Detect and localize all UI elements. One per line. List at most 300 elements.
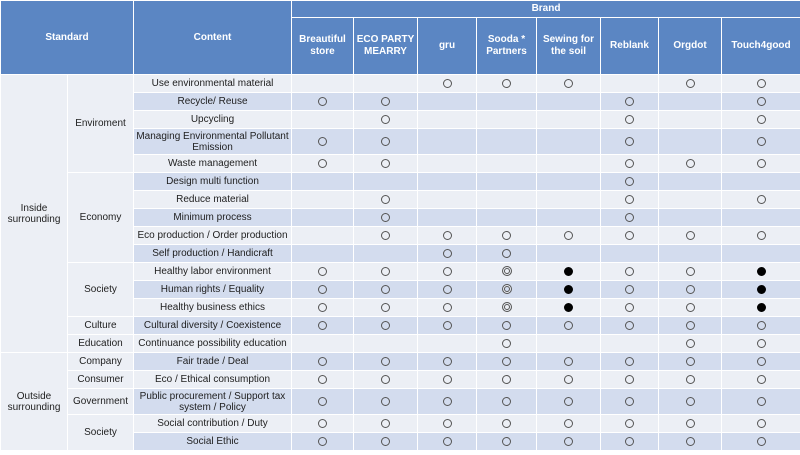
mark-cell: [354, 263, 418, 281]
category-cell: Education: [68, 335, 134, 353]
mark-cell: [354, 173, 418, 191]
circle-mark-icon: [502, 375, 511, 384]
mark-cell: [722, 173, 800, 191]
content-cell: Minimum process: [134, 209, 292, 227]
category-cell: Enviroment: [68, 75, 134, 173]
mark-cell: [722, 93, 800, 111]
circle-mark-icon: [443, 397, 452, 406]
mark-cell: [601, 299, 659, 317]
mark-cell: [418, 317, 477, 335]
circle-mark-icon: [686, 267, 695, 276]
mark-cell: [292, 371, 354, 389]
circle-mark-icon: [757, 231, 766, 240]
circle-mark-icon: [625, 159, 634, 168]
double-mark-icon: [502, 284, 512, 294]
circle-mark-icon: [381, 303, 390, 312]
circle-mark-icon: [564, 419, 573, 428]
mark-cell: [477, 245, 537, 263]
circle-mark-icon: [502, 339, 511, 348]
circle-mark-icon: [625, 195, 634, 204]
mark-cell: [659, 389, 722, 415]
table-row: [1, 371, 800, 389]
mark-cell: [659, 191, 722, 209]
mark-cell: [477, 389, 537, 415]
mark-cell: [659, 353, 722, 371]
category-cell: Government: [68, 389, 134, 415]
mark-cell: [537, 173, 601, 191]
mark-cell: [537, 371, 601, 389]
brand-sooda-partners: Sooda * Partners: [477, 18, 537, 75]
circle-mark-icon: [381, 419, 390, 428]
content-cell: Fair trade / Deal: [134, 353, 292, 371]
mark-cell: [722, 111, 800, 129]
mark-cell: [659, 75, 722, 93]
category-cell: Culture: [68, 317, 134, 335]
mark-cell: [477, 415, 537, 433]
mark-cell: [659, 371, 722, 389]
standard-cell: Outside surrounding: [1, 353, 68, 451]
mark-cell: [537, 317, 601, 335]
content-cell: Continuance possibility education: [134, 335, 292, 353]
circle-mark-icon: [686, 339, 695, 348]
circle-mark-icon: [625, 321, 634, 330]
table-row: [1, 335, 800, 353]
circle-mark-icon: [443, 419, 452, 428]
circle-mark-icon: [625, 419, 634, 428]
circle-mark-icon: [686, 303, 695, 312]
mark-cell: [292, 75, 354, 93]
content-cell: Recycle/ Reuse: [134, 93, 292, 111]
mark-cell: [537, 299, 601, 317]
table-row: [1, 317, 800, 335]
circle-mark-icon: [318, 321, 327, 330]
mark-cell: [537, 335, 601, 353]
mark-cell: [601, 209, 659, 227]
circle-mark-icon: [625, 177, 634, 186]
circle-mark-icon: [502, 321, 511, 330]
circle-mark-icon: [757, 159, 766, 168]
circle-mark-icon: [318, 375, 327, 384]
mark-cell: [418, 353, 477, 371]
mark-cell: [537, 353, 601, 371]
circle-mark-icon: [318, 285, 327, 294]
circle-mark-icon: [757, 97, 766, 106]
mark-cell: [418, 281, 477, 299]
brand-eco-party-mearry: ECO PARTY MEARRY: [354, 18, 418, 75]
circle-mark-icon: [443, 249, 452, 258]
circle-mark-icon: [686, 419, 695, 428]
mark-cell: [477, 299, 537, 317]
mark-cell: [418, 433, 477, 451]
content-cell: Human rights / Equality: [134, 281, 292, 299]
mark-cell: [659, 299, 722, 317]
mark-cell: [418, 111, 477, 129]
mark-cell: [292, 191, 354, 209]
circle-mark-icon: [381, 285, 390, 294]
filled-mark-icon: [564, 267, 573, 276]
mark-cell: [354, 209, 418, 227]
mark-cell: [601, 263, 659, 281]
mark-cell: [477, 191, 537, 209]
circle-mark-icon: [757, 397, 766, 406]
mark-cell: [659, 415, 722, 433]
filled-mark-icon: [564, 303, 573, 312]
mark-cell: [292, 227, 354, 245]
mark-cell: [477, 111, 537, 129]
circle-mark-icon: [381, 159, 390, 168]
mark-cell: [418, 93, 477, 111]
mark-cell: [477, 263, 537, 281]
mark-cell: [601, 433, 659, 451]
mark-cell: [292, 263, 354, 281]
mark-cell: [659, 209, 722, 227]
mark-cell: [354, 335, 418, 353]
mark-cell: [722, 209, 800, 227]
mark-cell: [292, 389, 354, 415]
mark-cell: [601, 281, 659, 299]
filled-mark-icon: [564, 285, 573, 294]
content-cell: Eco / Ethical consumption: [134, 371, 292, 389]
circle-mark-icon: [443, 231, 452, 240]
mark-cell: [659, 93, 722, 111]
table-body: [1, 75, 800, 451]
standard-cell: Inside surrounding: [1, 75, 68, 353]
mark-cell: [537, 209, 601, 227]
mark-cell: [418, 415, 477, 433]
circle-mark-icon: [564, 79, 573, 88]
circle-mark-icon: [443, 267, 452, 276]
circle-mark-icon: [625, 213, 634, 222]
circle-mark-icon: [502, 419, 511, 428]
mark-cell: [722, 155, 800, 173]
brand-gru: gru: [418, 18, 477, 75]
mark-cell: [601, 317, 659, 335]
content-cell: Social contribution / Duty: [134, 415, 292, 433]
mark-cell: [418, 191, 477, 209]
circle-mark-icon: [381, 231, 390, 240]
mark-cell: [354, 75, 418, 93]
circle-mark-icon: [381, 397, 390, 406]
brand-orgdot: Orgdot: [659, 18, 722, 75]
mark-cell: [354, 353, 418, 371]
circle-mark-icon: [318, 97, 327, 106]
filled-mark-icon: [757, 303, 766, 312]
content-cell: Public procurement / Support tax system / Policy: [134, 389, 292, 415]
mark-cell: [354, 227, 418, 245]
brand-touch4good: Touch4good: [722, 18, 800, 75]
mark-cell: [722, 317, 800, 335]
circle-mark-icon: [686, 285, 695, 294]
circle-mark-icon: [686, 159, 695, 168]
mark-cell: [477, 433, 537, 451]
category-cell: Consumer: [68, 371, 134, 389]
mark-cell: [292, 335, 354, 353]
mark-cell: [354, 371, 418, 389]
content-cell: Upcycling: [134, 111, 292, 129]
mark-cell: [601, 415, 659, 433]
mark-cell: [659, 317, 722, 335]
standard-header: Standard: [1, 1, 134, 75]
brand-header: Brand: [292, 1, 800, 18]
circle-mark-icon: [318, 419, 327, 428]
circle-mark-icon: [686, 397, 695, 406]
mark-cell: [601, 111, 659, 129]
content-cell: Healthy business ethics: [134, 299, 292, 317]
mark-cell: [537, 75, 601, 93]
mark-cell: [659, 335, 722, 353]
circle-mark-icon: [625, 115, 634, 124]
mark-cell: [722, 389, 800, 415]
mark-cell: [601, 335, 659, 353]
mark-cell: [292, 353, 354, 371]
mark-cell: [659, 281, 722, 299]
content-header: Content: [134, 1, 292, 75]
content-cell: Healthy labor environment: [134, 263, 292, 281]
circle-mark-icon: [381, 267, 390, 276]
mark-cell: [418, 299, 477, 317]
circle-mark-icon: [381, 357, 390, 366]
circle-mark-icon: [757, 437, 766, 446]
mark-cell: [601, 245, 659, 263]
circle-mark-icon: [318, 397, 327, 406]
circle-mark-icon: [443, 375, 452, 384]
mark-cell: [722, 281, 800, 299]
circle-mark-icon: [564, 321, 573, 330]
mark-cell: [722, 415, 800, 433]
mark-cell: [477, 371, 537, 389]
mark-cell: [537, 227, 601, 245]
circle-mark-icon: [686, 321, 695, 330]
circle-mark-icon: [318, 159, 327, 168]
mark-cell: [601, 93, 659, 111]
mark-cell: [477, 227, 537, 245]
brand-breautiful-store: Breautiful store: [292, 18, 354, 75]
mark-cell: [418, 227, 477, 245]
mark-cell: [659, 129, 722, 155]
content-cell: Self production / Handicraft: [134, 245, 292, 263]
mark-cell: [659, 155, 722, 173]
circle-mark-icon: [502, 249, 511, 258]
mark-cell: [537, 129, 601, 155]
circle-mark-icon: [686, 79, 695, 88]
mark-cell: [537, 433, 601, 451]
mark-cell: [659, 433, 722, 451]
mark-cell: [292, 173, 354, 191]
circle-mark-icon: [757, 357, 766, 366]
content-cell: Cultural diversity / Coexistence: [134, 317, 292, 335]
mark-cell: [659, 245, 722, 263]
mark-cell: [477, 173, 537, 191]
mark-cell: [418, 335, 477, 353]
mark-cell: [477, 209, 537, 227]
circle-mark-icon: [757, 339, 766, 348]
mark-cell: [537, 191, 601, 209]
table-row: [1, 75, 800, 93]
table-row: [1, 415, 800, 433]
circle-mark-icon: [502, 79, 511, 88]
mark-cell: [418, 263, 477, 281]
mark-cell: [601, 155, 659, 173]
circle-mark-icon: [757, 137, 766, 146]
mark-cell: [722, 227, 800, 245]
circle-mark-icon: [625, 137, 634, 146]
mark-cell: [477, 93, 537, 111]
mark-cell: [659, 227, 722, 245]
circle-mark-icon: [625, 375, 634, 384]
circle-mark-icon: [625, 97, 634, 106]
content-cell: Managing Environmental Pollutant Emission: [134, 129, 292, 155]
mark-cell: [722, 371, 800, 389]
circle-mark-icon: [625, 303, 634, 312]
mark-cell: [537, 281, 601, 299]
content-cell: Eco production / Order production: [134, 227, 292, 245]
mark-cell: [659, 173, 722, 191]
mark-cell: [292, 245, 354, 263]
mark-cell: [354, 389, 418, 415]
circle-mark-icon: [502, 437, 511, 446]
mark-cell: [722, 75, 800, 93]
circle-mark-icon: [502, 357, 511, 366]
circle-mark-icon: [381, 195, 390, 204]
circle-mark-icon: [381, 437, 390, 446]
circle-mark-icon: [443, 285, 452, 294]
circle-mark-icon: [443, 437, 452, 446]
mark-cell: [722, 245, 800, 263]
mark-cell: [601, 353, 659, 371]
mark-cell: [477, 75, 537, 93]
mark-cell: [418, 75, 477, 93]
mark-cell: [537, 415, 601, 433]
mark-cell: [418, 371, 477, 389]
mark-cell: [659, 111, 722, 129]
table-row: [1, 263, 800, 281]
mark-cell: [477, 155, 537, 173]
circle-mark-icon: [381, 115, 390, 124]
mark-cell: [601, 371, 659, 389]
circle-mark-icon: [757, 195, 766, 204]
mark-cell: [418, 209, 477, 227]
mark-cell: [601, 129, 659, 155]
circle-mark-icon: [381, 375, 390, 384]
circle-mark-icon: [625, 357, 634, 366]
content-cell: Social Ethic: [134, 433, 292, 451]
mark-cell: [292, 93, 354, 111]
double-mark-icon: [502, 266, 512, 276]
mark-cell: [477, 129, 537, 155]
mark-cell: [354, 129, 418, 155]
mark-cell: [418, 389, 477, 415]
mark-cell: [722, 191, 800, 209]
mark-cell: [537, 263, 601, 281]
circle-mark-icon: [502, 397, 511, 406]
brand-reblank: Reblank: [601, 18, 659, 75]
mark-cell: [292, 155, 354, 173]
mark-cell: [659, 263, 722, 281]
mark-cell: [354, 299, 418, 317]
mark-cell: [601, 227, 659, 245]
table-row: [1, 173, 800, 191]
circle-mark-icon: [757, 375, 766, 384]
content-cell: Design multi function: [134, 173, 292, 191]
mark-cell: [354, 191, 418, 209]
mark-cell: [292, 415, 354, 433]
mark-cell: [292, 209, 354, 227]
mark-cell: [601, 191, 659, 209]
category-cell: Company: [68, 353, 134, 371]
mark-cell: [537, 93, 601, 111]
circle-mark-icon: [443, 79, 452, 88]
circle-mark-icon: [625, 397, 634, 406]
circle-mark-icon: [686, 231, 695, 240]
mark-cell: [537, 389, 601, 415]
mark-cell: [418, 173, 477, 191]
brand-sewing-for-the-soil: Sewing for the soil: [537, 18, 601, 75]
mark-cell: [292, 129, 354, 155]
circle-mark-icon: [502, 231, 511, 240]
category-cell: Society: [68, 415, 134, 451]
mark-cell: [354, 317, 418, 335]
mark-cell: [722, 129, 800, 155]
circle-mark-icon: [757, 115, 766, 124]
mark-cell: [292, 433, 354, 451]
mark-cell: [601, 173, 659, 191]
mark-cell: [601, 389, 659, 415]
category-cell: Economy: [68, 173, 134, 263]
mark-cell: [477, 281, 537, 299]
mark-cell: [354, 281, 418, 299]
mark-cell: [354, 245, 418, 263]
circle-mark-icon: [757, 79, 766, 88]
mark-cell: [477, 317, 537, 335]
mark-cell: [354, 415, 418, 433]
mark-cell: [722, 353, 800, 371]
circle-mark-icon: [443, 321, 452, 330]
mark-cell: [292, 281, 354, 299]
circle-mark-icon: [625, 437, 634, 446]
circle-mark-icon: [564, 397, 573, 406]
mark-cell: [418, 245, 477, 263]
mark-cell: [537, 155, 601, 173]
circle-mark-icon: [564, 437, 573, 446]
mark-cell: [292, 317, 354, 335]
table-row: [1, 389, 800, 415]
mark-cell: [722, 299, 800, 317]
circle-mark-icon: [318, 303, 327, 312]
circle-mark-icon: [381, 97, 390, 106]
circle-mark-icon: [443, 357, 452, 366]
circle-mark-icon: [686, 357, 695, 366]
content-cell: Use environmental material: [134, 75, 292, 93]
mark-cell: [354, 93, 418, 111]
circle-mark-icon: [443, 303, 452, 312]
filled-mark-icon: [757, 285, 766, 294]
mark-cell: [354, 155, 418, 173]
mark-cell: [477, 335, 537, 353]
mark-cell: [722, 335, 800, 353]
circle-mark-icon: [381, 213, 390, 222]
circle-mark-icon: [625, 267, 634, 276]
circle-mark-icon: [757, 321, 766, 330]
mark-cell: [418, 129, 477, 155]
circle-mark-icon: [318, 137, 327, 146]
circle-mark-icon: [564, 231, 573, 240]
mark-cell: [722, 433, 800, 451]
mark-cell: [537, 111, 601, 129]
mark-cell: [477, 353, 537, 371]
mark-cell: [537, 245, 601, 263]
circle-mark-icon: [318, 437, 327, 446]
content-cell: Reduce material: [134, 191, 292, 209]
